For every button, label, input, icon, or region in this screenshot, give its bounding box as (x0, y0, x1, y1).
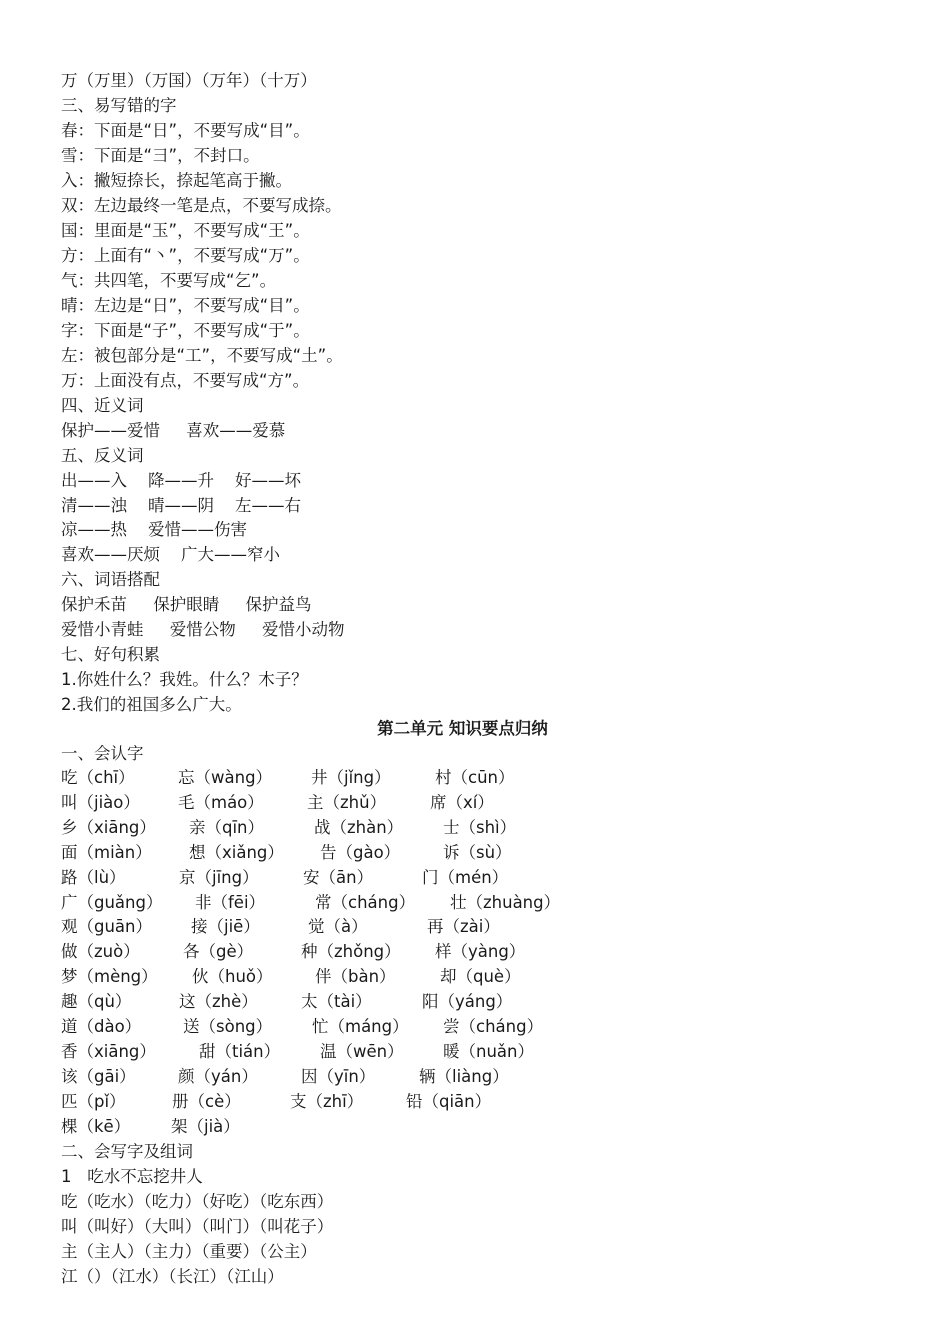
error-note: 双：左边最终一笔是点，不要写成捺。 (61, 196, 342, 215)
word-group-line: 江（）（江水）（长江）（江山） (61, 1267, 284, 1286)
pinyin-entry: 暖（nuǎn） (443, 1041, 534, 1061)
pinyin-entry: 觉（à） (308, 917, 368, 937)
pinyin-entry: 路（lù） (61, 867, 126, 887)
pinyin-entry: 忘（wàng） (178, 768, 273, 787)
pinyin-entry: 这（zhè） (179, 992, 258, 1012)
error-note: 晴：左边是“日”，不要写成“目”。 (61, 296, 310, 315)
pinyin-entry: 席（xí） (430, 792, 494, 812)
pinyin-entry: 太（tài） (301, 992, 372, 1012)
pinyin-row (61, 1065, 921, 1089)
error-note: 气：共四笔，不要写成“乞”。 (61, 271, 277, 290)
pinyin-entry: 门（mén） (422, 867, 509, 887)
pinyin-entry: 乡（xiāng） (61, 817, 156, 837)
pinyin-entry: 因（yīn） (301, 1066, 376, 1086)
pinyin-entry: 接（jiē） (191, 917, 260, 937)
section-heading-good-sentences: 七、好句积累 (61, 645, 160, 664)
sentence-line: 1.你姓什么？我姓。什么？木子？ (61, 670, 308, 689)
pinyin-entry: 梦（mèng） (61, 967, 158, 987)
pinyin-row (61, 965, 921, 989)
pinyin-entry: 铅（qiān） (406, 1091, 492, 1111)
error-note: 方：上面有“丶”，不要写成“万”。 (61, 246, 310, 265)
pinyin-entry: 井（jǐng） (311, 768, 391, 787)
pinyin-entry: 亲（qīn） (189, 817, 265, 837)
section-heading-error-prone-chars: 三、易写错的字 (61, 96, 177, 115)
pinyin-entry: 叫（jiào） (61, 792, 140, 812)
pinyin-entry: 非（fēi） (195, 892, 266, 912)
pinyin-entry: 种（zhǒng） (301, 942, 401, 962)
pinyin-row (61, 1015, 921, 1039)
pinyin-entry: 安（ān） (303, 867, 374, 887)
pinyin-entry: 常（cháng） (315, 892, 416, 912)
pinyin-entry: 告（gào） (320, 842, 401, 862)
pinyin-entry: 却（què） (440, 967, 521, 987)
pinyin-entry: 想（xiǎng） (189, 842, 284, 862)
error-note: 入：撇短捺长，捺起笔高于撇。 (61, 171, 292, 190)
sentence-line: 2.我们的祖国多么广大。 (61, 695, 242, 714)
pinyin-entry: 广（guǎng） (61, 892, 163, 912)
pinyin-entry: 吃（chī） (61, 768, 135, 787)
pinyin-entry: 颜（yán） (178, 1066, 258, 1086)
pinyin-row (61, 891, 921, 915)
pinyin-entry: 毛（máo） (178, 792, 264, 812)
pinyin-entry: 做（zuò） (61, 942, 140, 962)
word-group-line: 吃（吃水）（吃力）（好吃）（吃东西） (61, 1192, 334, 1211)
pinyin-row (61, 940, 921, 964)
pinyin-entry: 支（zhī） (290, 1091, 364, 1111)
pinyin-row (61, 816, 921, 840)
section-heading-recognize-chars: 一、会认字 (61, 744, 144, 763)
word-group-wan: 万（万里）（万国）（万年）（十万） (61, 71, 317, 90)
pinyin-entry: 战（zhàn） (314, 817, 404, 837)
pinyin-entry: 阳（yáng） (422, 992, 513, 1012)
pinyin-entry: 趣（qù） (61, 992, 132, 1012)
pinyin-entry: 香（xiāng） (61, 1041, 156, 1061)
pinyin-row (61, 866, 921, 890)
pinyin-entry: 主（zhǔ） (307, 792, 387, 812)
pinyin-entry: 温（wēn） (320, 1041, 404, 1061)
pinyin-row (61, 1090, 921, 1114)
antonym-pairs: 喜欢——厌烦 广大——窄小 (61, 545, 280, 564)
collocation-line: 爱惜小青蛙 爱惜公物 爱惜小动物 (61, 620, 345, 639)
pinyin-row (61, 1115, 921, 1139)
antonym-pairs: 出——入 降——升 好——坏 (61, 471, 301, 490)
pinyin-row (61, 791, 921, 815)
synonym-pairs: 保护——爱惜 喜欢——爱慕 (61, 421, 286, 440)
lesson-title: 1 吃水不忘挖井人 (61, 1167, 203, 1186)
collocation-line: 保护禾苗 保护眼睛 保护益鸟 (61, 595, 312, 614)
pinyin-entry: 送（sòng） (183, 1017, 273, 1036)
pinyin-entry: 道（dào） (61, 1017, 142, 1036)
pinyin-entry: 再（zài） (427, 917, 500, 937)
pinyin-entry: 面（miàn） (61, 842, 152, 862)
pinyin-entry: 伴（bàn） (315, 967, 396, 987)
error-note: 左：被包部分是“工”，不要写成“土”。 (61, 346, 343, 365)
pinyin-entry: 样（yàng） (435, 942, 526, 962)
pinyin-entry: 甜（tián） (199, 1041, 281, 1061)
error-note: 春：下面是“日”，不要写成“目”。 (61, 121, 310, 140)
pinyin-entry: 各（gè） (183, 942, 254, 962)
section-heading-antonyms: 五、反义词 (61, 446, 144, 465)
pinyin-entry: 村（cūn） (435, 768, 515, 787)
pinyin-entry: 辆（liàng） (419, 1066, 509, 1086)
section-heading-collocations: 六、词语搭配 (61, 570, 160, 589)
antonym-pairs: 清——浊 晴——阴 左——右 (61, 496, 301, 515)
pinyin-entry: 诉（sù） (443, 842, 512, 862)
word-group-line: 主（主人）（主力）（重要）（公主） (61, 1242, 317, 1261)
pinyin-entry: 壮（zhuàng） (450, 892, 561, 912)
error-note: 国：里面是“玉”，不要写成“王”。 (61, 221, 310, 240)
pinyin-entry: 该（gāi） (61, 1066, 136, 1086)
pinyin-row (61, 990, 921, 1014)
pinyin-row (61, 1040, 921, 1064)
pinyin-entry: 观（guān） (61, 917, 152, 937)
pinyin-entry: 匹（pǐ） (61, 1091, 126, 1111)
unit-title: 第二单元 知识要点归纳 (377, 719, 548, 738)
antonym-pairs: 凉——热 爱惜——伤害 (61, 520, 247, 539)
pinyin-entry: 伙（huǒ） (192, 967, 273, 987)
pinyin-row (61, 841, 921, 865)
pinyin-entry: 架（jià） (171, 1116, 240, 1136)
pinyin-entry: 册（cè） (172, 1091, 241, 1111)
error-note: 字：下面是“子”，不要写成“于”。 (61, 321, 310, 340)
pinyin-row (61, 915, 921, 939)
pinyin-row (61, 766, 921, 790)
word-group-line: 叫（叫好）（大叫）（叫门）（叫花子） (61, 1217, 334, 1236)
section-heading-synonyms: 四、近义词 (61, 396, 144, 415)
pinyin-entry: 忙（máng） (312, 1017, 409, 1036)
pinyin-entry: 士（shì） (443, 817, 517, 837)
pinyin-entry: 尝（cháng） (443, 1017, 544, 1036)
error-note: 雪：下面是“彐”，不封口。 (61, 146, 260, 165)
section-heading-write-chars: 二、会写字及组词 (61, 1142, 193, 1161)
pinyin-entry: 棵（kē） (61, 1116, 131, 1136)
pinyin-entry: 京（jīng） (179, 867, 259, 887)
error-note: 万：上面没有点，不要写成“方”。 (61, 371, 310, 390)
